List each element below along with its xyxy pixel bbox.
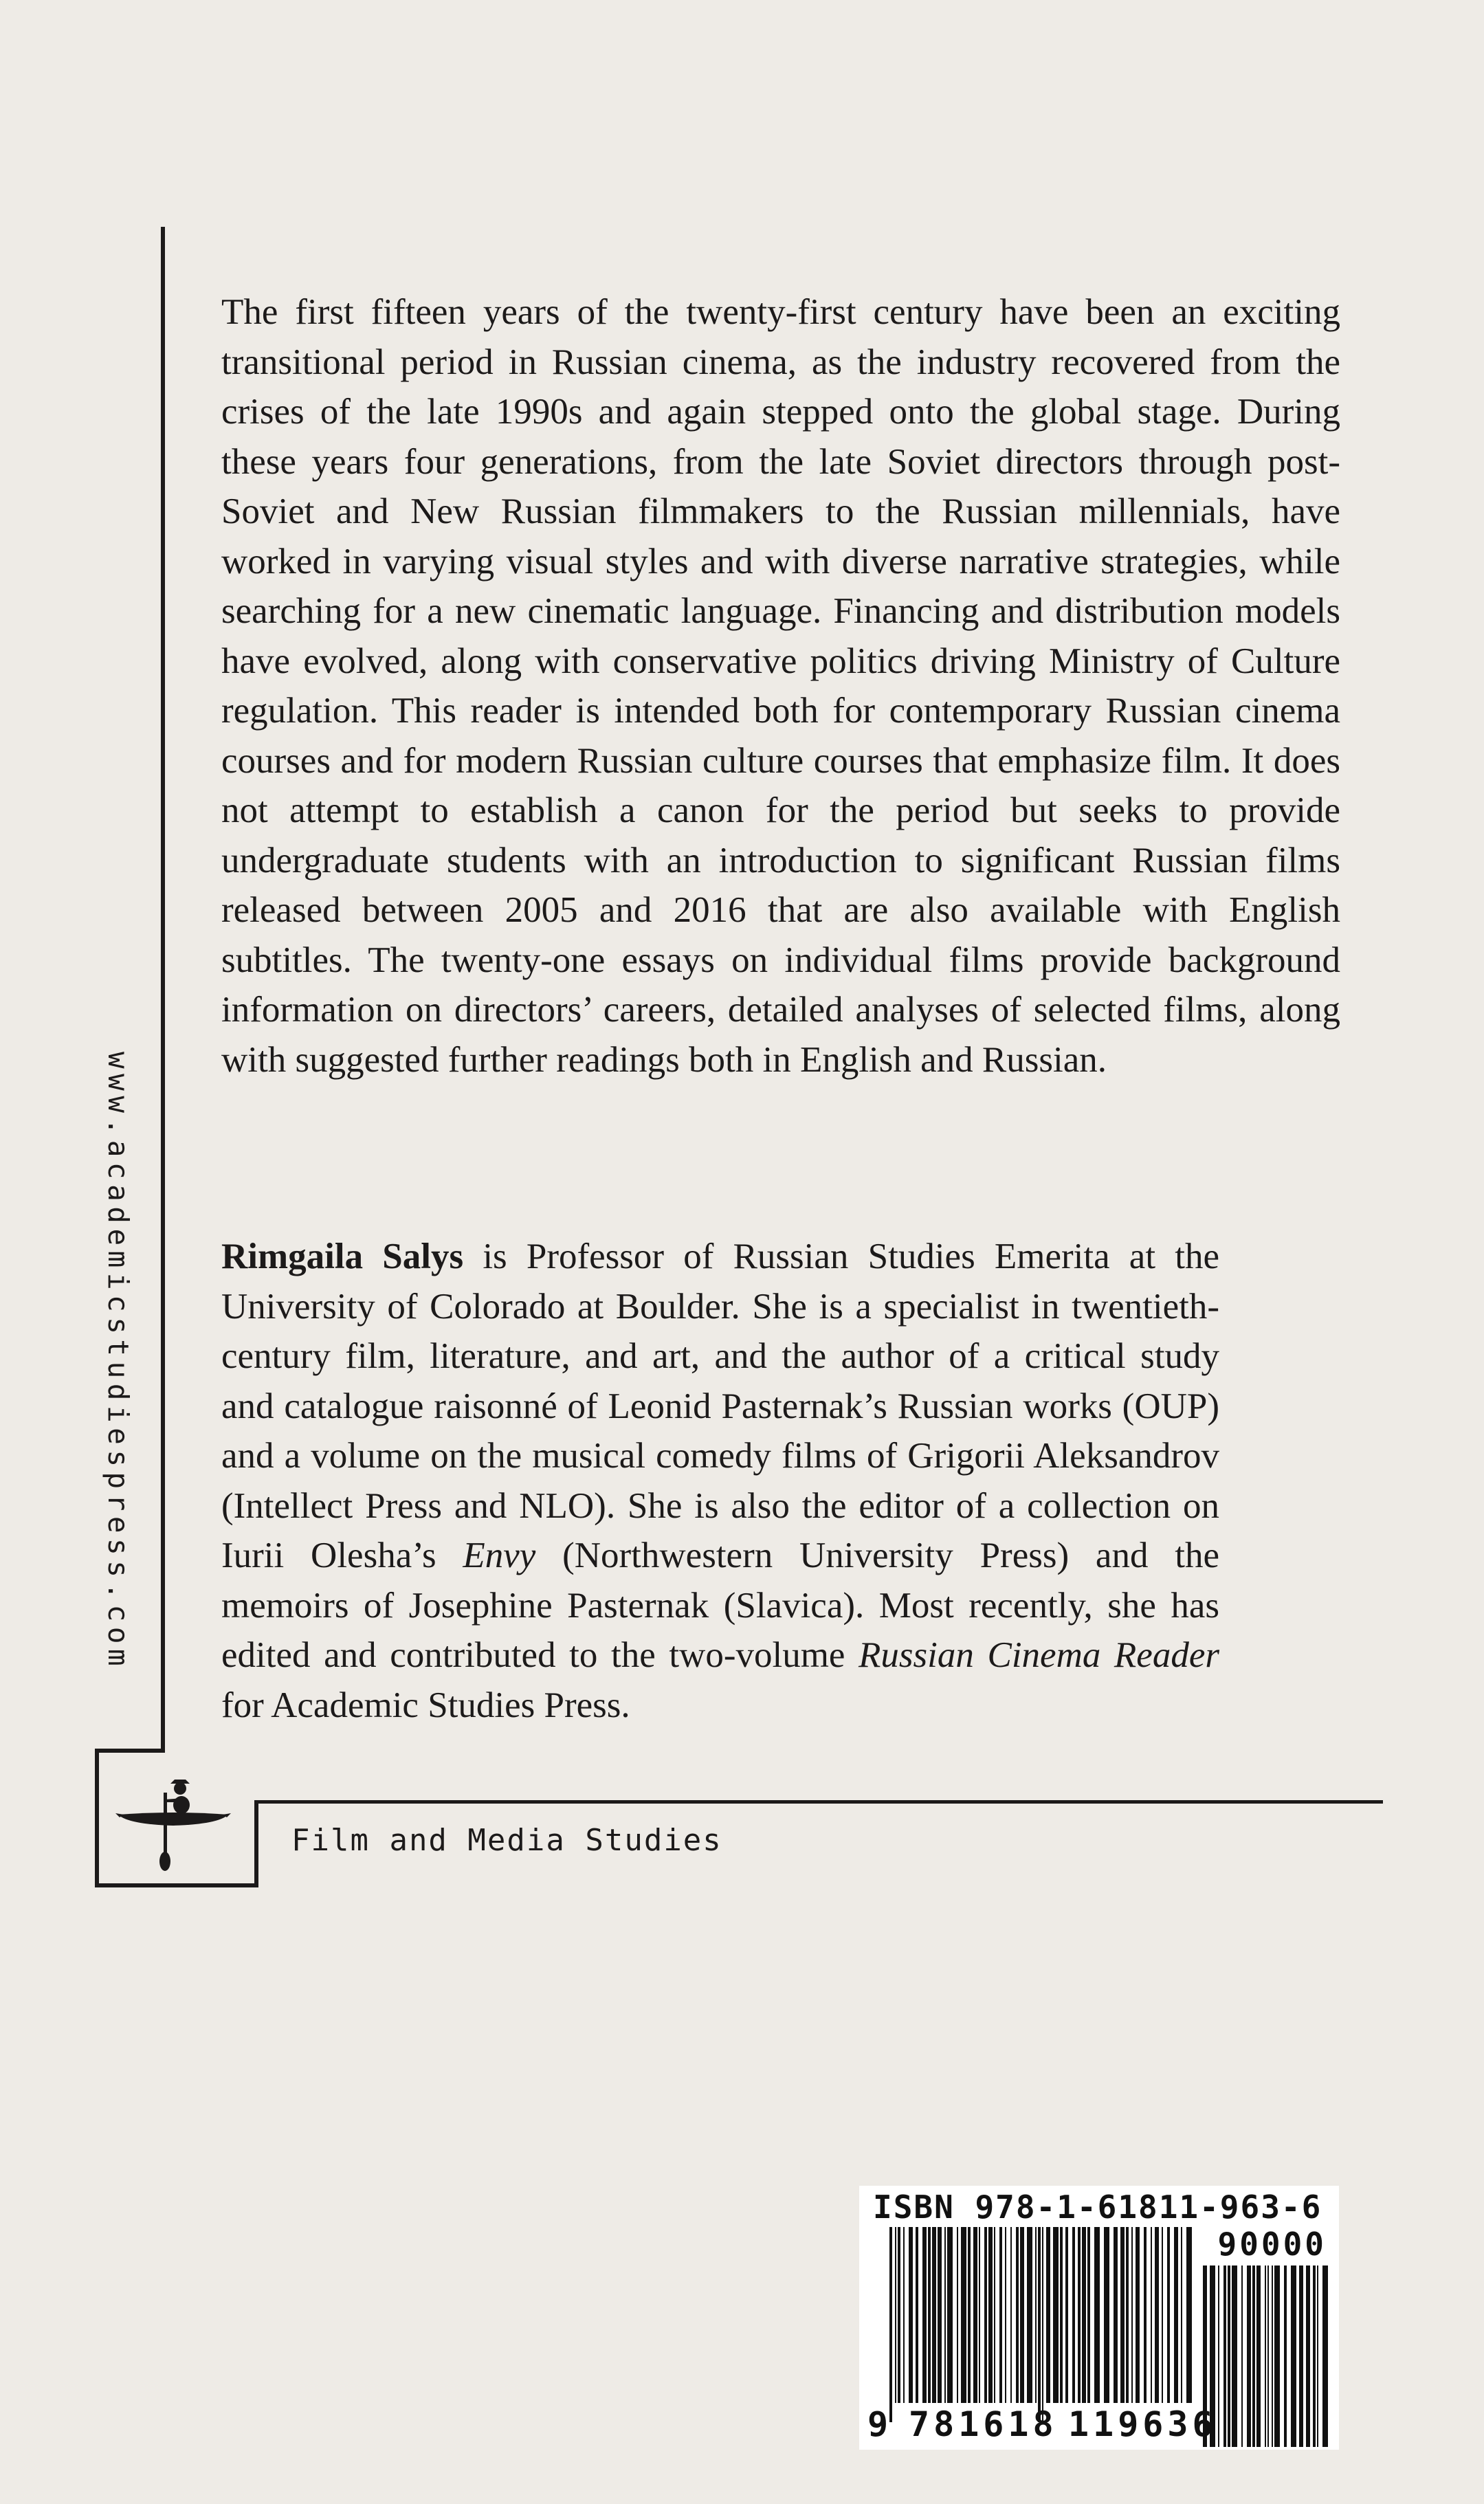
barcode-bar bbox=[928, 2227, 931, 2403]
author-name: Rimgaila Salys bbox=[221, 1237, 464, 1276]
isbn-barcode bbox=[859, 2186, 1339, 2450]
author-bio bbox=[221, 1232, 1219, 1730]
barcode-bar bbox=[1186, 2227, 1192, 2403]
barcode-bar bbox=[984, 2227, 987, 2403]
barcode-bar bbox=[1010, 2227, 1012, 2403]
barcode-bar bbox=[961, 2227, 966, 2403]
barcode-bar bbox=[1218, 2265, 1219, 2447]
barcode-bar bbox=[938, 2227, 942, 2403]
left-vertical-rule bbox=[161, 227, 165, 1753]
boatman-in-canoe-icon bbox=[115, 1768, 231, 1871]
bio-text-1: is Professor of Russian Studies Emerita at the University of Colorado at Boulder. She is a specialist in twentieth-century film, literature, and art, and the author of a critical study and catalogue raisonné of Leonid Pasternak’s Russian works (OUP) and a volume on the musical comedy films of Grigorii Aleksandrov (Intellect Press and NLO). She is also the editor of a collection on Iurii Olesha’s bbox=[221, 1237, 1219, 1575]
barcode-bar bbox=[1306, 2265, 1310, 2447]
barcode-bar bbox=[1016, 2227, 1019, 2403]
ean-first-digit: 9 bbox=[867, 2404, 889, 2444]
barcode-bar bbox=[1035, 2227, 1037, 2403]
website-vertical bbox=[99, 1052, 140, 1677]
barcode-bar bbox=[1322, 2265, 1328, 2447]
barcode-bar bbox=[1042, 2227, 1043, 2422]
barcode-bar bbox=[903, 2227, 905, 2403]
barcode-bar bbox=[1078, 2227, 1081, 2403]
barcode-bar bbox=[1120, 2227, 1125, 2403]
barcode-bar bbox=[1232, 2265, 1237, 2447]
barcode-bar bbox=[1256, 2265, 1261, 2447]
barcode-bar bbox=[1046, 2227, 1050, 2403]
barcode-bar bbox=[1181, 2227, 1182, 2403]
series-rule bbox=[254, 1800, 1383, 1804]
barcode-bar bbox=[1094, 2227, 1100, 2403]
barcode-bar bbox=[1038, 2227, 1041, 2422]
barcode-bar bbox=[1167, 2227, 1170, 2403]
barcode-bar bbox=[1027, 2227, 1032, 2403]
ean-group-2: 119636 bbox=[1068, 2404, 1217, 2444]
barcode-bar bbox=[944, 2227, 946, 2403]
barcode-bar bbox=[1267, 2265, 1269, 2447]
barcode-bar bbox=[1082, 2227, 1086, 2403]
barcode-bar bbox=[898, 2227, 900, 2403]
barcode-bar bbox=[1272, 2265, 1273, 2447]
bio-title-envy: Envy bbox=[463, 1536, 536, 1575]
barcode-bar bbox=[994, 2227, 995, 2403]
frame-top-rule bbox=[95, 1749, 165, 1753]
barcode-bar bbox=[1060, 2227, 1063, 2403]
barcode-bar bbox=[947, 2227, 953, 2403]
barcode-bar bbox=[1136, 2227, 1140, 2403]
barcode-bar bbox=[957, 2227, 958, 2403]
frame-left-rule bbox=[95, 1749, 99, 1887]
bio-text-3: for Academic Studies Press. bbox=[221, 1685, 630, 1725]
ean-group-1: 781618 bbox=[909, 2404, 1058, 2444]
barcode-bar bbox=[1155, 2227, 1159, 2403]
isbn-label: ISBN 978-1-61811-963-6 bbox=[873, 2189, 1322, 2226]
barcode-bar bbox=[1144, 2227, 1147, 2403]
barcode-bar bbox=[1131, 2227, 1133, 2403]
barcode-bar bbox=[1020, 2227, 1024, 2403]
price-code: 90000 bbox=[1217, 2226, 1327, 2263]
barcode-bar bbox=[1174, 2227, 1178, 2403]
barcode-bar bbox=[1313, 2265, 1316, 2447]
barcode-bar bbox=[1087, 2227, 1090, 2403]
barcode-bar bbox=[1114, 2227, 1118, 2403]
bio-title-russian-cinema-reader: Russian Cinema Reader bbox=[859, 1635, 1219, 1675]
website-url[interactable]: www.academicstudiespress.com bbox=[102, 1052, 135, 1672]
barcode-bar bbox=[1317, 2265, 1318, 2447]
barcode-bar bbox=[889, 2227, 892, 2422]
barcode-bar bbox=[1284, 2265, 1287, 2447]
barcode-bar bbox=[1291, 2265, 1296, 2447]
barcode-bar bbox=[1065, 2227, 1068, 2403]
barcode-bar bbox=[973, 2227, 977, 2403]
barcode-bar bbox=[1274, 2265, 1280, 2447]
series-label: Film and Media Studies bbox=[291, 1823, 722, 1858]
barcode-bar bbox=[1223, 2265, 1226, 2447]
barcode-bar bbox=[999, 2227, 1002, 2403]
barcode-bar bbox=[1162, 2227, 1163, 2403]
barcode-bar bbox=[1104, 2227, 1109, 2403]
barcode-bar bbox=[1005, 2227, 1006, 2403]
barcode-bar bbox=[916, 2227, 918, 2403]
frame-bottom-rule bbox=[95, 1883, 258, 1887]
barcode-bar bbox=[979, 2227, 980, 2403]
barcode-bar bbox=[1072, 2227, 1075, 2403]
barcode-bar bbox=[988, 2227, 993, 2403]
barcode-bar bbox=[932, 2227, 936, 2403]
barcode-bar bbox=[922, 2227, 927, 2403]
barcode-bar bbox=[1151, 2227, 1152, 2403]
barcode-bar bbox=[1241, 2265, 1243, 2447]
barcode-bar bbox=[1252, 2265, 1255, 2447]
barcode-bar bbox=[1265, 2265, 1266, 2447]
barcode-bar bbox=[1299, 2265, 1303, 2447]
frame-divider-rule bbox=[254, 1802, 258, 1887]
barcode-bar bbox=[1126, 2227, 1129, 2403]
barcode-bar bbox=[1247, 2265, 1251, 2447]
bio-text-2: (Northwestern University Press) and the memoirs of Josephine Pasternak (Slavica). Most recently, she has edited and contributed to the two-volume bbox=[221, 1536, 1219, 1675]
barcode-bar bbox=[1228, 2265, 1230, 2447]
book-description: The first fifteen years of the twenty-first century have been an exciting transitional period in Russian cinema, as the industry recovered from the crises of the late 1990s and again stepped onto the global stage. During these years four generations, from the late Soviet directors through post-Soviet and New Russian filmmakers to the Russian millennials, have worked in varying visual styles and with diverse narrative strategies, while searching for a new cinematic language. Financing and distribution models have evolved, along with conservative politics driving Ministry of Culture regulation. This reader is intended both for contemporary Russian cinema courses and for modern Russian culture courses that emphasize film. It does not attempt to establish a canon for the period but seeks to provide undergraduate students with an introduction to significant Russian films released between 2005 and 2016 that are also available with English subtitles. The twenty-one essays on individual films provide background information on directors’ careers, detailed analyses of selected films, along with suggested further readings both in English and Russian. bbox=[221, 292, 1340, 1080]
barcode-bar bbox=[895, 2227, 896, 2403]
barcode-bar bbox=[909, 2227, 913, 2403]
barcode-bar bbox=[968, 2227, 971, 2403]
barcode-bar bbox=[1053, 2227, 1059, 2403]
